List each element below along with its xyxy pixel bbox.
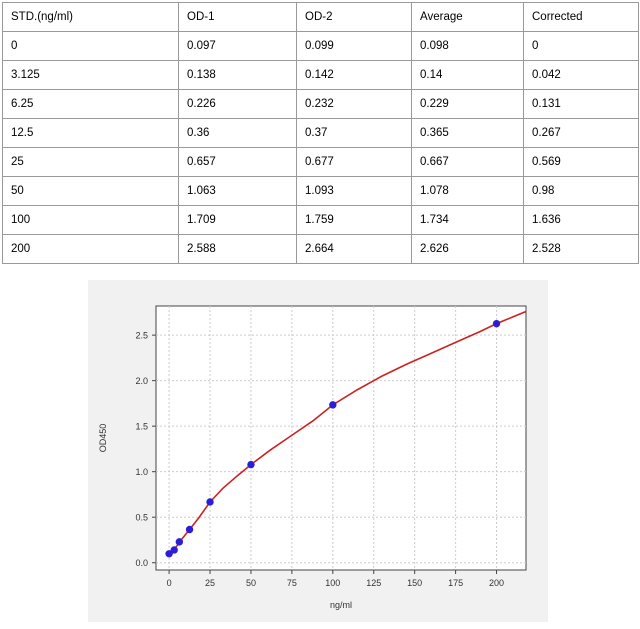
- chart-canvas: [88, 280, 548, 622]
- column-header-corrected: Corrected: [524, 3, 639, 32]
- cell-std: 6.25: [3, 90, 179, 119]
- cell-od2: 2.664: [297, 235, 412, 264]
- cell-average: 0.14: [412, 61, 524, 90]
- data-point: [176, 539, 182, 545]
- column-header-od1: OD-1: [179, 3, 297, 32]
- cell-std: 50: [3, 177, 179, 206]
- data-point: [207, 499, 213, 505]
- cell-od2: 1.759: [297, 206, 412, 235]
- data-point: [493, 320, 499, 326]
- cell-corrected: 0: [524, 32, 639, 61]
- x-tick-label: 25: [205, 578, 216, 588]
- x-tick-label: 175: [448, 578, 464, 588]
- cell-od2: 0.37: [297, 119, 412, 148]
- x-tick-label: 125: [366, 578, 382, 588]
- cell-std: 25: [3, 148, 179, 177]
- cell-od1: 1.063: [179, 177, 297, 206]
- cell-corrected: 0.267: [524, 119, 639, 148]
- table-row: [3, 90, 639, 119]
- cell-corrected: 0.98: [524, 177, 639, 206]
- y-tick-label: 2.0: [135, 376, 148, 387]
- table-row: [3, 32, 639, 61]
- y-tick-label: 0.0: [135, 558, 148, 569]
- column-header-std: STD.(ng/ml): [3, 3, 179, 32]
- standard-curve-chart: [88, 280, 548, 622]
- x-tick-label: 100: [325, 578, 341, 588]
- cell-average: 2.626: [412, 235, 524, 264]
- cell-od2: 0.142: [297, 61, 412, 90]
- column-header-average: Average: [412, 3, 524, 32]
- cell-std: 0: [3, 32, 179, 61]
- cell-od1: 0.138: [179, 61, 297, 90]
- cell-corrected: 1.636: [524, 206, 639, 235]
- cell-od1: 2.588: [179, 235, 297, 264]
- plot-area: [156, 306, 526, 570]
- cell-od1: 1.709: [179, 206, 297, 235]
- cell-od1: 0.097: [179, 32, 297, 61]
- cell-od2: 0.232: [297, 90, 412, 119]
- x-tick-label: 50: [245, 578, 256, 588]
- column-header-od2: OD-2: [297, 3, 412, 32]
- y-tick-label: 1.0: [135, 467, 148, 478]
- table-row: [3, 119, 639, 148]
- cell-od1: 0.226: [179, 90, 297, 119]
- cell-average: 0.098: [412, 32, 524, 61]
- cell-od2: 0.099: [297, 32, 412, 61]
- table-row: [3, 235, 639, 264]
- cell-corrected: 0.042: [524, 61, 639, 90]
- cell-average: 0.229: [412, 90, 524, 119]
- y-tick-label: 1.5: [135, 421, 148, 432]
- cell-std: 12.5: [3, 119, 179, 148]
- y-axis-label: OD450: [98, 423, 108, 453]
- cell-std: 3.125: [3, 61, 179, 90]
- cell-std: 100: [3, 206, 179, 235]
- data-point: [171, 547, 177, 553]
- x-tick-label: 200: [489, 578, 505, 588]
- cell-std: 200: [3, 235, 179, 264]
- cell-od2: 0.677: [297, 148, 412, 177]
- cell-od1: 0.657: [179, 148, 297, 177]
- cell-corrected: 0.131: [524, 90, 639, 119]
- table-row: [3, 148, 639, 177]
- y-tick-label: 2.5: [135, 330, 148, 341]
- y-tick-label: 0.5: [135, 512, 148, 523]
- x-tick-label: 0: [166, 578, 172, 588]
- data-point: [248, 461, 254, 467]
- cell-average: 0.667: [412, 148, 524, 177]
- cell-od2: 1.093: [297, 177, 412, 206]
- x-tick-label: 150: [407, 578, 423, 588]
- cell-corrected: 2.528: [524, 235, 639, 264]
- cell-average: 1.734: [412, 206, 524, 235]
- data-point: [186, 526, 192, 532]
- table-row: [3, 206, 639, 235]
- cell-average: 0.365: [412, 119, 524, 148]
- x-axis-label: ng/ml: [329, 600, 353, 610]
- table-row: [3, 61, 639, 90]
- cell-average: 1.078: [412, 177, 524, 206]
- cell-corrected: 0.569: [524, 148, 639, 177]
- x-tick-label: 75: [286, 578, 297, 588]
- table-header-row: [3, 3, 639, 32]
- standard-curve-table: [2, 2, 639, 264]
- data-point: [330, 402, 336, 408]
- cell-od1: 0.36: [179, 119, 297, 148]
- table-row: [3, 177, 639, 206]
